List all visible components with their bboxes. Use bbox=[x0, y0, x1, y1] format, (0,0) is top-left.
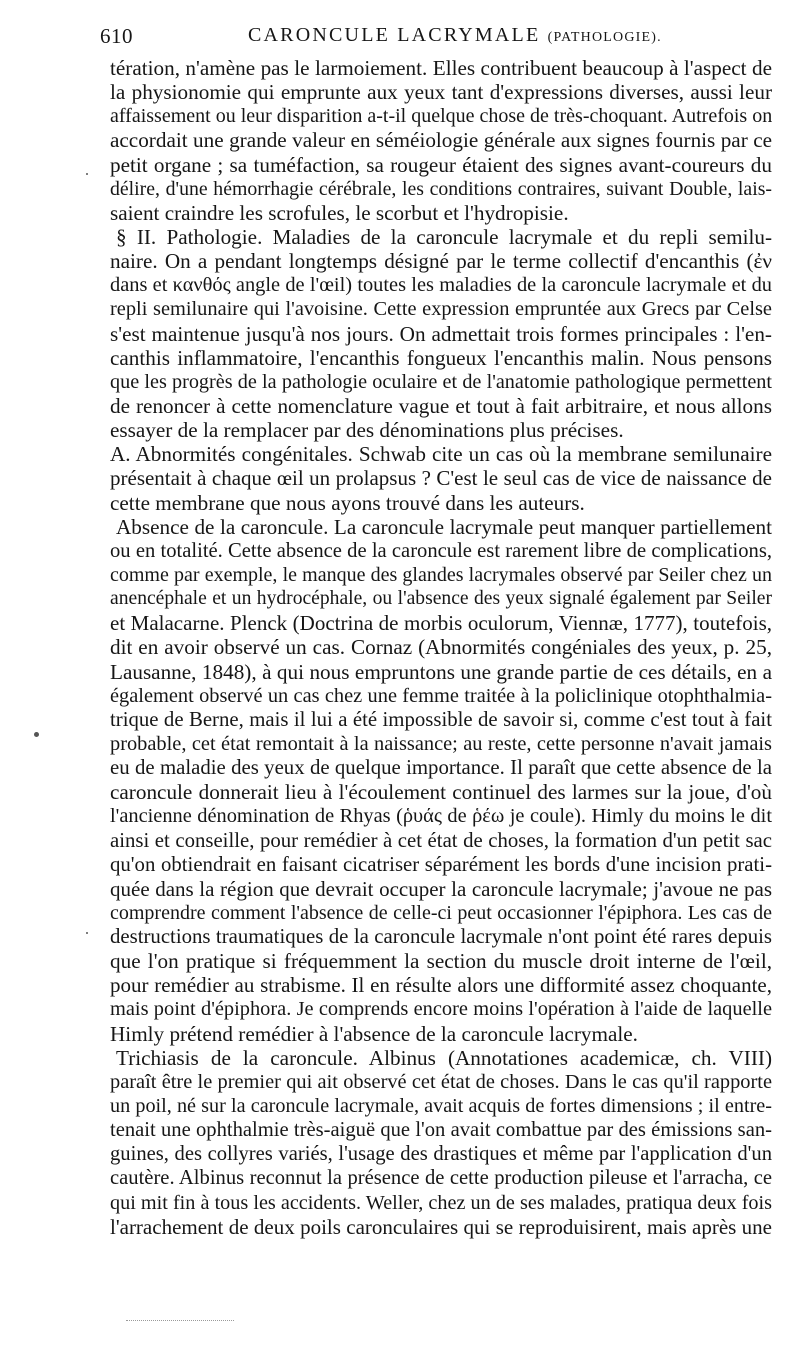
text-line: délire, d'une hémorrhagie cérébrale, les conditions contraires, suivant Double, lais- bbox=[110, 177, 772, 200]
text-line: s'est maintenue jusqu'à nos jours. On admettait trois formes principales : l'en- bbox=[110, 321, 772, 346]
text-line: probable, cet état remontait à la naissance; au reste, cette personne n'avait jamais bbox=[110, 732, 772, 755]
text-line: destructions traumatiques de la caroncule lacrymale n'ont point été rares depuis bbox=[110, 925, 772, 949]
text-line: caroncule donnerait lieu à l'écoulement continuel des larmes sur la joue, d'où bbox=[110, 780, 772, 805]
text-line: que les progrès de la pathologie oculaire et de l'anatomie pathologique permettent bbox=[110, 370, 772, 393]
text-line: Lausanne, 1848), à qui nous empruntons une grande partie de ces détails, en a bbox=[110, 659, 772, 684]
text-line: anencéphale et un hydrocéphale, ou l'absence des yeux signalé également par Seiler bbox=[110, 588, 772, 610]
text-line: comprendre comment l'absence de celle-ci peut occasionner l'épiphora. Les cas de bbox=[110, 901, 772, 924]
text-line: tenait une ophthalmie très-aiguë que l'on avait combattue par des émissions san- bbox=[110, 1119, 772, 1142]
text-line: repli semilunaire qui l'avoisine. Cette expression empruntée aux Grecs par Celse bbox=[110, 298, 772, 321]
subsection-line: A. Abnormités congénitales. Schwab cite un cas où la membrane semilunaire bbox=[110, 442, 772, 467]
text-line: trique de Berne, mais il lui a été impossible de savoir si, comme c'est tout à fait bbox=[110, 707, 772, 731]
page-header bbox=[100, 24, 760, 54]
text-line: affaissement ou leur disparition a-t-il quelque chose de très-choquant. Autrefois on bbox=[110, 105, 773, 128]
text-line: dans et κανθός angle de l'œil) toutes les maladies de la caroncule lacrymale et du bbox=[110, 274, 772, 297]
text-line: dit en avoir observé un cas. Cornaz (Abnormités congéniales des yeux, p. 25, bbox=[110, 635, 772, 660]
text-line: ou en totalité. Cette absence de la caroncule est rarement libre de complications, bbox=[110, 539, 772, 562]
text-line: qu'on obtiendrait en faisant cicatriser séparément les bords d'une incision prati- bbox=[110, 852, 772, 876]
subsection-line: Trichiasis de la caroncule. Albinus (Annotationes academicæ, ch. VIII) bbox=[116, 1045, 772, 1070]
text-line: quée dans la région que devrait occuper la caroncule lacrymale; j'avoue ne pas bbox=[110, 876, 772, 901]
text-line: guines, des collyres variés, l'usage des drastiques et même par l'application d'un bbox=[110, 1143, 772, 1166]
subsection-line: Absence de la caroncule. La caroncule lacrymale peut manquer partiellement bbox=[116, 514, 772, 539]
print-speck bbox=[86, 932, 88, 934]
text-line: l'arrachement de deux poils caronculaires qui se reproduisirent, mais après une bbox=[110, 1214, 772, 1239]
text-line: l'ancienne dénomination de Rhyas (ῥυάς de ῥέω je coule). Himly du moins le dit bbox=[110, 805, 772, 828]
running-title-main: CARONCULE LACRYMALE bbox=[248, 24, 541, 46]
text-line: tération, n'amène pas le larmoiement. Elles contribuent beaucoup à l'aspect de bbox=[110, 56, 772, 80]
section-heading-line: § II. Pathologie. Maladies de la caroncule lacrymale et du repli semilu- bbox=[116, 224, 772, 249]
body-text bbox=[110, 56, 772, 1239]
text-line: pour remédier au strabisme. Il en résulte alors une difformité assez choquante, bbox=[110, 973, 772, 998]
text-line: comme par exemple, le manque des glandes lacrymales observé par Seiler chez un bbox=[110, 563, 772, 586]
text-line: saient craindre les scrofules, le scorbut et l'hydropisie. bbox=[110, 200, 569, 225]
text-line: que l'on pratique si fréquemment la section du muscle droit interne de l'œil, bbox=[110, 949, 772, 974]
text-line: mais point d'épiphora. Je comprends encore moins l'opération à l'aide de laquelle bbox=[110, 998, 772, 1021]
text-line: naire. On a pendant longtemps désigné par le terme collectif d'encanthis (ἐν bbox=[110, 249, 772, 274]
running-title bbox=[248, 24, 662, 47]
footer-dotted-rule bbox=[126, 1320, 234, 1322]
text-line: également observé un cas chez une femme traitée à la policlinique otophthalmia- bbox=[110, 684, 772, 707]
running-title-subtitle: (PATHOLOGIE). bbox=[547, 30, 662, 45]
text-line: eu de maladie des yeux de quelque importance. Il paraît que cette absence de la bbox=[110, 756, 772, 780]
print-speck bbox=[34, 732, 39, 737]
text-line: canthis inflammatoire, l'encanthis fongueux l'encanthis malin. Nous pensons bbox=[110, 345, 772, 370]
text-line: et Malacarne. Plenck (Doctrina de morbis oculorum, Viennæ, 1777), toutefois, bbox=[110, 611, 772, 636]
page-number: 610 bbox=[100, 24, 133, 48]
text-line: cautère. Albinus reconnut la présence de cette production pileuse et l'arracha, ce bbox=[110, 1167, 772, 1190]
text-line: la physionomie qui emprunte aux yeux tant d'expressions diverses, aussi leur bbox=[110, 80, 772, 105]
text-line: essayer de la remplacer par des dénominations plus précises. bbox=[110, 418, 624, 443]
text-line: présentait à chaque œil un prolapsus ? C'est le seul cas de vice de naissance de bbox=[110, 466, 772, 491]
text-line: ainsi et conseille, pour remédier à cet état de choses, la formation d'un petit sac bbox=[110, 828, 772, 852]
text-line: Himly prétend remédier à l'absence de la caroncule lacrymale. bbox=[110, 1021, 638, 1046]
text-line: accordait une grande valeur en séméiologie générale aux signes fournis par ce bbox=[110, 128, 772, 153]
text-line: paraît être le premier qui ait observé cet état de choses. Dans le cas qu'il rapporte bbox=[110, 1070, 772, 1093]
print-speck bbox=[86, 173, 88, 175]
text-line: petit organe ; sa tuméfaction, sa rougeur étaient des signes avant-coureurs du bbox=[110, 152, 772, 177]
text-line: cette membrane que nous ayons trouvé dans les auteurs. bbox=[110, 490, 585, 515]
text-line: qui mit fin à tous les accidents. Weller, chez un de ses malades, pratiqua deux fois bbox=[110, 1191, 772, 1214]
text-line: un poil, né sur la caroncule lacrymale, avait acquis de fortes dimensions ; il entre- bbox=[110, 1095, 772, 1118]
text-line: de renoncer à cette nomenclature vague et tout à fait arbitraire, et nous allons bbox=[110, 393, 772, 418]
